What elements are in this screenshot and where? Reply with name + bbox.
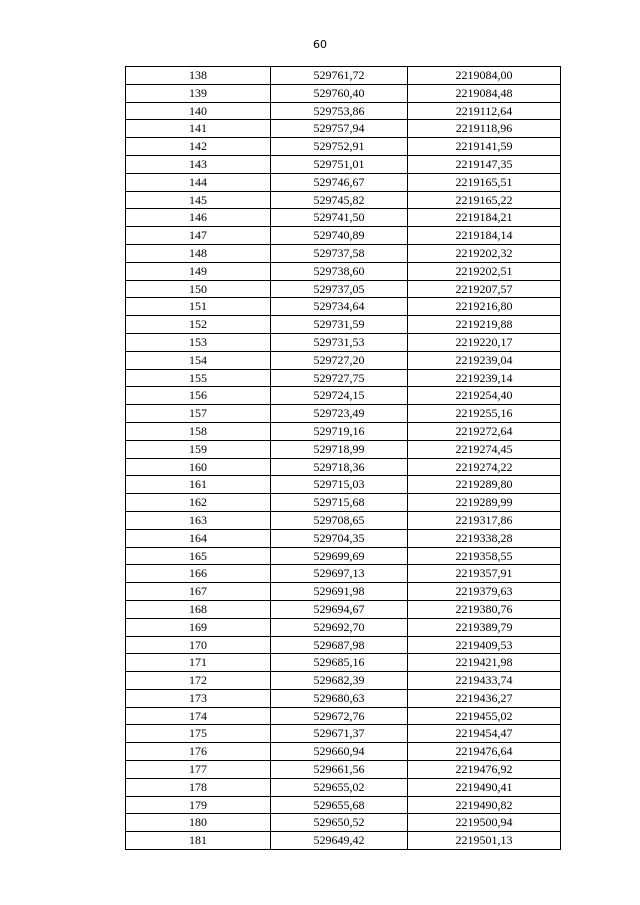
y-coordinate-cell: 2219220,17: [408, 333, 561, 351]
y-coordinate-cell: 2219358,55: [408, 547, 561, 565]
table-row: [126, 405, 561, 423]
x-coordinate-cell: 529740,89: [271, 227, 408, 245]
table-row: [126, 316, 561, 334]
x-coordinate-cell: 529757,94: [271, 120, 408, 138]
table-row: [126, 814, 561, 832]
x-coordinate-cell: 529699,69: [271, 547, 408, 565]
table-row: [126, 67, 561, 85]
y-coordinate-cell: 2219274,22: [408, 458, 561, 476]
table-row: [126, 227, 561, 245]
table-row: [126, 387, 561, 405]
y-coordinate-cell: 2219216,80: [408, 298, 561, 316]
point-number-cell: 152: [126, 316, 271, 334]
table-row: [126, 618, 561, 636]
x-coordinate-cell: 529715,68: [271, 494, 408, 512]
x-coordinate-cell: 529753,86: [271, 102, 408, 120]
table-row: [126, 440, 561, 458]
y-coordinate-cell: 2219501,13: [408, 832, 561, 850]
point-number-cell: 177: [126, 761, 271, 779]
y-coordinate-cell: 2219165,51: [408, 173, 561, 191]
x-coordinate-cell: 529655,02: [271, 778, 408, 796]
table-row: [126, 138, 561, 156]
x-coordinate-cell: 529723,49: [271, 405, 408, 423]
y-coordinate-cell: 2219421,98: [408, 654, 561, 672]
y-coordinate-cell: 2219202,32: [408, 244, 561, 262]
x-coordinate-cell: 529649,42: [271, 832, 408, 850]
point-number-cell: 139: [126, 84, 271, 102]
x-coordinate-cell: 529731,59: [271, 316, 408, 334]
table-row: [126, 832, 561, 850]
coordinates-table-body: [126, 67, 561, 850]
point-number-cell: 156: [126, 387, 271, 405]
table-row: [126, 351, 561, 369]
table-row: [126, 494, 561, 512]
point-number-cell: 172: [126, 672, 271, 690]
table-row: [126, 654, 561, 672]
point-number-cell: 165: [126, 547, 271, 565]
point-number-cell: 160: [126, 458, 271, 476]
table-row: [126, 298, 561, 316]
point-number-cell: 145: [126, 191, 271, 209]
y-coordinate-cell: 2219084,00: [408, 67, 561, 85]
y-coordinate-cell: 2219454,47: [408, 725, 561, 743]
y-coordinate-cell: 2219184,14: [408, 227, 561, 245]
x-coordinate-cell: 529692,70: [271, 618, 408, 636]
table-row: [126, 262, 561, 280]
x-coordinate-cell: 529737,05: [271, 280, 408, 298]
point-number-cell: 157: [126, 405, 271, 423]
y-coordinate-cell: 2219389,79: [408, 618, 561, 636]
y-coordinate-cell: 2219254,40: [408, 387, 561, 405]
y-coordinate-cell: 2219490,41: [408, 778, 561, 796]
point-number-cell: 138: [126, 67, 271, 85]
x-coordinate-cell: 529715,03: [271, 476, 408, 494]
x-coordinate-cell: 529660,94: [271, 743, 408, 761]
x-coordinate-cell: 529731,53: [271, 333, 408, 351]
x-coordinate-cell: 529672,76: [271, 707, 408, 725]
table-row: [126, 244, 561, 262]
point-number-cell: 162: [126, 494, 271, 512]
coordinates-table: [125, 66, 561, 850]
x-coordinate-cell: 529718,36: [271, 458, 408, 476]
y-coordinate-cell: 2219476,64: [408, 743, 561, 761]
y-coordinate-cell: 2219141,59: [408, 138, 561, 156]
point-number-cell: 142: [126, 138, 271, 156]
point-number-cell: 151: [126, 298, 271, 316]
point-number-cell: 173: [126, 689, 271, 707]
table-row: [126, 565, 561, 583]
table-row: [126, 796, 561, 814]
y-coordinate-cell: 2219289,80: [408, 476, 561, 494]
y-coordinate-cell: 2219219,88: [408, 316, 561, 334]
point-number-cell: 148: [126, 244, 271, 262]
y-coordinate-cell: 2219357,91: [408, 565, 561, 583]
x-coordinate-cell: 529719,16: [271, 422, 408, 440]
y-coordinate-cell: 2219202,51: [408, 262, 561, 280]
point-number-cell: 153: [126, 333, 271, 351]
point-number-cell: 159: [126, 440, 271, 458]
y-coordinate-cell: 2219239,14: [408, 369, 561, 387]
table-row: [126, 778, 561, 796]
table-row: [126, 191, 561, 209]
point-number-cell: 149: [126, 262, 271, 280]
table-row: [126, 84, 561, 102]
point-number-cell: 171: [126, 654, 271, 672]
x-coordinate-cell: 529650,52: [271, 814, 408, 832]
x-coordinate-cell: 529761,72: [271, 67, 408, 85]
point-number-cell: 181: [126, 832, 271, 850]
y-coordinate-cell: 2219112,64: [408, 102, 561, 120]
x-coordinate-cell: 529752,91: [271, 138, 408, 156]
x-coordinate-cell: 529671,37: [271, 725, 408, 743]
point-number-cell: 169: [126, 618, 271, 636]
table-row: [126, 102, 561, 120]
x-coordinate-cell: 529661,56: [271, 761, 408, 779]
x-coordinate-cell: 529745,82: [271, 191, 408, 209]
table-row: [126, 422, 561, 440]
y-coordinate-cell: 2219147,35: [408, 155, 561, 173]
table-row: [126, 583, 561, 601]
x-coordinate-cell: 529691,98: [271, 583, 408, 601]
table-row: [126, 689, 561, 707]
y-coordinate-cell: 2219500,94: [408, 814, 561, 832]
point-number-cell: 140: [126, 102, 271, 120]
y-coordinate-cell: 2219207,57: [408, 280, 561, 298]
x-coordinate-cell: 529687,98: [271, 636, 408, 654]
point-number-cell: 179: [126, 796, 271, 814]
table-row: [126, 476, 561, 494]
table-row: [126, 547, 561, 565]
table-row: [126, 458, 561, 476]
y-coordinate-cell: 2219289,99: [408, 494, 561, 512]
point-number-cell: 170: [126, 636, 271, 654]
y-coordinate-cell: 2219272,64: [408, 422, 561, 440]
x-coordinate-cell: 529694,67: [271, 600, 408, 618]
table-row: [126, 725, 561, 743]
point-number-cell: 143: [126, 155, 271, 173]
x-coordinate-cell: 529685,16: [271, 654, 408, 672]
y-coordinate-cell: 2219476,92: [408, 761, 561, 779]
point-number-cell: 174: [126, 707, 271, 725]
table-row: [126, 369, 561, 387]
point-number-cell: 178: [126, 778, 271, 796]
point-number-cell: 166: [126, 565, 271, 583]
point-number-cell: 163: [126, 511, 271, 529]
y-coordinate-cell: 2219379,63: [408, 583, 561, 601]
y-coordinate-cell: 2219455,02: [408, 707, 561, 725]
x-coordinate-cell: 529680,63: [271, 689, 408, 707]
point-number-cell: 168: [126, 600, 271, 618]
table-row: [126, 173, 561, 191]
point-number-cell: 176: [126, 743, 271, 761]
y-coordinate-cell: 2219255,16: [408, 405, 561, 423]
table-row: [126, 761, 561, 779]
y-coordinate-cell: 2219380,76: [408, 600, 561, 618]
x-coordinate-cell: 529704,35: [271, 529, 408, 547]
point-number-cell: 164: [126, 529, 271, 547]
x-coordinate-cell: 529708,65: [271, 511, 408, 529]
y-coordinate-cell: 2219490,82: [408, 796, 561, 814]
x-coordinate-cell: 529655,68: [271, 796, 408, 814]
x-coordinate-cell: 529738,60: [271, 262, 408, 280]
table-row: [126, 209, 561, 227]
x-coordinate-cell: 529724,15: [271, 387, 408, 405]
point-number-cell: 161: [126, 476, 271, 494]
table-row: [126, 529, 561, 547]
x-coordinate-cell: 529760,40: [271, 84, 408, 102]
x-coordinate-cell: 529727,20: [271, 351, 408, 369]
table-row: [126, 511, 561, 529]
y-coordinate-cell: 2219409,53: [408, 636, 561, 654]
x-coordinate-cell: 529751,01: [271, 155, 408, 173]
point-number-cell: 154: [126, 351, 271, 369]
table-row: [126, 707, 561, 725]
page-number: 60: [313, 38, 327, 51]
x-coordinate-cell: 529746,67: [271, 173, 408, 191]
y-coordinate-cell: 2219239,04: [408, 351, 561, 369]
table-row: [126, 672, 561, 690]
point-number-cell: 155: [126, 369, 271, 387]
point-number-cell: 144: [126, 173, 271, 191]
y-coordinate-cell: 2219317,86: [408, 511, 561, 529]
table-row: [126, 636, 561, 654]
y-coordinate-cell: 2219184,21: [408, 209, 561, 227]
point-number-cell: 175: [126, 725, 271, 743]
table-row: [126, 120, 561, 138]
point-number-cell: 150: [126, 280, 271, 298]
point-number-cell: 167: [126, 583, 271, 601]
y-coordinate-cell: 2219165,22: [408, 191, 561, 209]
point-number-cell: 146: [126, 209, 271, 227]
x-coordinate-cell: 529737,58: [271, 244, 408, 262]
y-coordinate-cell: 2219084,48: [408, 84, 561, 102]
table-row: [126, 743, 561, 761]
point-number-cell: 147: [126, 227, 271, 245]
x-coordinate-cell: 529697,13: [271, 565, 408, 583]
table-row: [126, 600, 561, 618]
x-coordinate-cell: 529741,50: [271, 209, 408, 227]
y-coordinate-cell: 2219436,27: [408, 689, 561, 707]
table-row: [126, 280, 561, 298]
x-coordinate-cell: 529734,64: [271, 298, 408, 316]
x-coordinate-cell: 529682,39: [271, 672, 408, 690]
y-coordinate-cell: 2219118,96: [408, 120, 561, 138]
x-coordinate-cell: 529718,99: [271, 440, 408, 458]
y-coordinate-cell: 2219274,45: [408, 440, 561, 458]
point-number-cell: 141: [126, 120, 271, 138]
y-coordinate-cell: 2219338,28: [408, 529, 561, 547]
x-coordinate-cell: 529727,75: [271, 369, 408, 387]
point-number-cell: 180: [126, 814, 271, 832]
point-number-cell: 158: [126, 422, 271, 440]
y-coordinate-cell: 2219433,74: [408, 672, 561, 690]
table-row: [126, 333, 561, 351]
table-row: [126, 155, 561, 173]
